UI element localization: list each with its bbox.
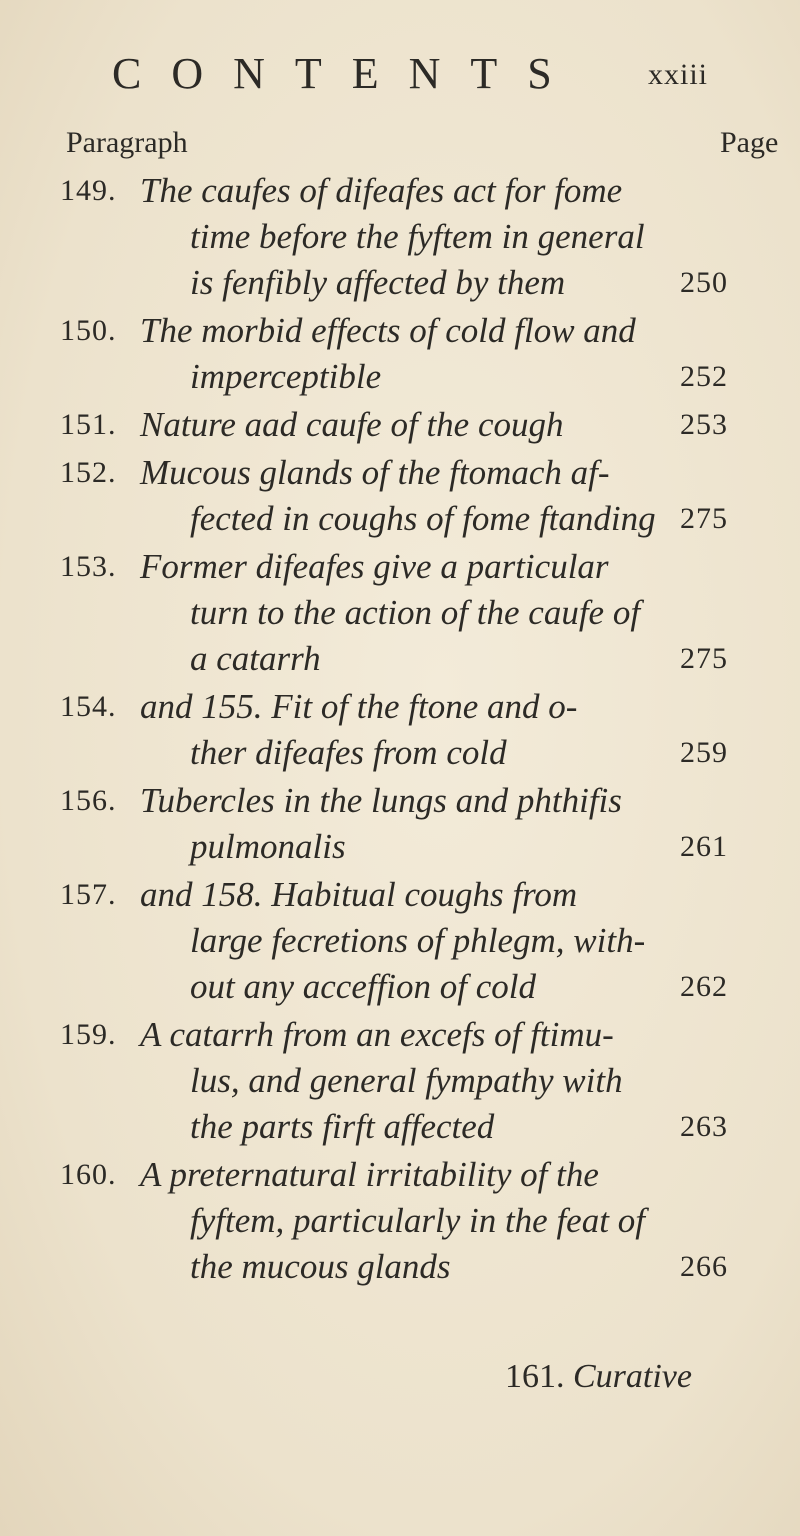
entry-line — [0, 1152, 800, 1198]
entry-line — [0, 590, 800, 636]
page-number: 275 — [680, 642, 728, 675]
entry-line — [0, 684, 800, 730]
page-column-label: Page — [720, 126, 779, 159]
entry-text: a catarrh — [190, 639, 321, 678]
entry-text: A preternatural irritability of the — [140, 1155, 599, 1194]
entry-text: turn to the action of the caufe of — [190, 593, 641, 632]
entry-line — [0, 354, 800, 400]
page-number: 252 — [680, 360, 728, 393]
contents-entry — [0, 1152, 800, 1290]
entry-text: lus, and general fympathy with — [190, 1061, 623, 1100]
running-head: CONTENTS — [112, 49, 582, 98]
page-number: 259 — [680, 736, 728, 769]
entry-line — [0, 402, 800, 448]
paragraph-number: 149. — [60, 174, 117, 207]
contents-entry — [0, 684, 800, 776]
paragraph-number: 157. — [60, 878, 117, 911]
paragraph-number: 160. — [60, 1158, 117, 1191]
entry-text: Mucous glands of the ftomach af- — [140, 453, 610, 492]
entry-line — [0, 824, 800, 870]
entry-text: out any acceffion of cold — [190, 967, 537, 1006]
entry-text: fected in coughs of fome ftanding — [190, 499, 656, 538]
entry-line — [0, 778, 800, 824]
paragraph-number: 159. — [60, 1018, 117, 1051]
entry-line — [0, 260, 800, 306]
page-number: 253 — [680, 408, 728, 441]
entry-line — [0, 872, 800, 918]
contents-entry — [0, 168, 800, 306]
entry-text: ther difeafes from cold — [190, 733, 507, 772]
page-number: 250 — [680, 266, 728, 299]
catchword-number: 161. — [505, 1358, 565, 1395]
entry-text: the mucous glands — [190, 1247, 451, 1286]
contents-entry — [0, 1012, 800, 1150]
entry-line — [0, 636, 800, 682]
paragraph-number: 151. — [60, 408, 117, 441]
entry-text: Nature aad caufe of the cough — [140, 405, 564, 444]
entry-line — [0, 450, 800, 496]
page-number: 275 — [680, 502, 728, 535]
page-number: 263 — [680, 1110, 728, 1143]
page-folio: xxiii — [648, 58, 709, 91]
entry-line — [0, 308, 800, 354]
entry-text: and 158. Habitual coughs from — [140, 875, 578, 914]
page-number: 261 — [680, 830, 728, 863]
entry-text: fyftem, particularly in the feat of — [190, 1201, 645, 1240]
entry-text: A catarrh from an excefs of ftimu- — [140, 1015, 614, 1054]
entry-line — [0, 168, 800, 214]
paragraph-number: 153. — [60, 550, 117, 583]
entry-line — [0, 496, 800, 542]
contents-list — [0, 168, 800, 1292]
entry-line — [0, 544, 800, 590]
contents-entry — [0, 402, 800, 448]
paragraph-number: 156. — [60, 784, 117, 817]
catchword — [505, 1358, 692, 1396]
page-number: 262 — [680, 970, 728, 1003]
entry-text: is fenfibly affected by them — [190, 263, 566, 302]
contents-entry — [0, 778, 800, 870]
paragraph-number: 150. — [60, 314, 117, 347]
entry-text: The morbid effects of cold flow and — [140, 311, 636, 350]
entry-line — [0, 214, 800, 260]
entry-text: and 155. Fit of the ftone and o- — [140, 687, 578, 726]
contents-entry — [0, 450, 800, 542]
entry-line — [0, 1058, 800, 1104]
entry-text: The caufes of difeafes act for fome — [140, 171, 623, 210]
page-number: 266 — [680, 1250, 728, 1283]
entry-line — [0, 964, 800, 1010]
entry-text: Former difeafes give a particular — [140, 547, 609, 586]
paragraph-number: 152. — [60, 456, 117, 489]
entry-text: the parts firft affected — [190, 1107, 495, 1146]
paragraph-column-label: Paragraph — [66, 126, 188, 159]
entry-text: Tubercles in the lungs and phthifis — [140, 781, 622, 820]
entry-text: large fecretions of phlegm, with- — [190, 921, 646, 960]
contents-entry — [0, 544, 800, 682]
entry-text: pulmonalis — [190, 827, 346, 866]
contents-entry — [0, 308, 800, 400]
entry-line — [0, 730, 800, 776]
entry-line — [0, 1244, 800, 1290]
entry-text: time before the fyftem in general — [190, 217, 645, 256]
entry-line — [0, 1012, 800, 1058]
entry-text: imperceptible — [190, 357, 382, 396]
paragraph-number: 154. — [60, 690, 117, 723]
entry-line — [0, 1198, 800, 1244]
contents-entry — [0, 872, 800, 1010]
entry-line — [0, 918, 800, 964]
catchword-text: Curative — [573, 1358, 692, 1395]
entry-line — [0, 1104, 800, 1150]
